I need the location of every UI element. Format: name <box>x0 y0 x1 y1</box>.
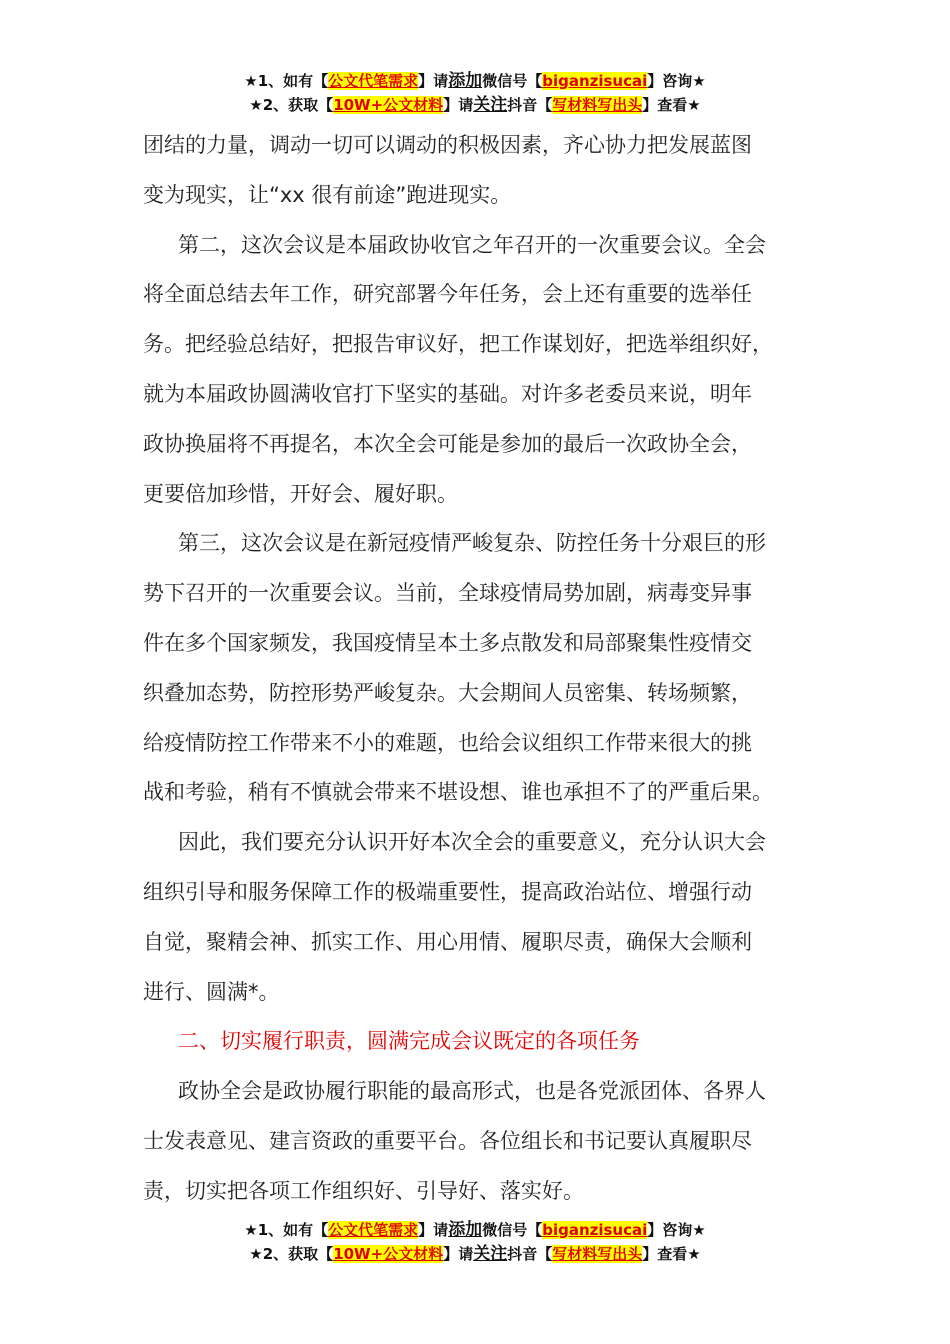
text-line: 更要倍加珍惜，开好会、履好职。 <box>143 481 458 506</box>
promo-line-1 <box>0 1218 950 1242</box>
text-line: 件在多个国家频发，我国疫情呈本土多点散发和局部聚集性疫情交 <box>143 631 752 655</box>
text-line: 因此，我们要充分认识开好本次全会的重要意义，充分认识大会 <box>178 830 766 855</box>
highlight: 10W+公文材料 <box>333 96 444 114</box>
text: 微信号【 <box>482 1221 543 1239</box>
text: 抖音【 <box>507 96 553 114</box>
text-line: 势下召开的一次重要会议。当前，全球疫情局势加剧，病毒变异事 <box>143 581 752 606</box>
text-line: 责，切实把各项工作组织好、引导好、落实好。 <box>143 1178 584 1203</box>
text: ★1、如有【 <box>244 72 329 90</box>
text-line: 进行、圆满*。 <box>143 979 280 1004</box>
text-line: 自觉，聚精会神、抓实工作、用心用情、履职尽责，确保大会顺利 <box>143 929 752 954</box>
text: 】请 <box>418 1221 449 1239</box>
text-line: 组织引导和服务保障工作的极端重要性，提高政治站位、增强行动 <box>143 880 752 904</box>
text-line: 就为本届政协圆满收官打下坚实的基础。对许多老委员来说，明年 <box>143 382 752 406</box>
underlined-text: 关注 <box>473 1244 508 1264</box>
promo-line-1 <box>0 69 950 93</box>
highlight: biganzisucai <box>542 72 648 90</box>
text: 】查看★ <box>642 1245 701 1263</box>
text-line: 政协全会是政协履行职能的最高形式，也是各党派团体、各界人 <box>178 1079 766 1104</box>
text-line: 团结的力量，调动一切可以调动的积极因素，齐心协力把发展蓝图 <box>143 133 752 157</box>
text: ★2、获取【 <box>249 96 334 114</box>
text-line: 第二，这次会议是本届政协收官之年召开的一次重要会议。全会 <box>178 232 766 257</box>
highlight: 10W+公文材料 <box>333 1245 444 1263</box>
text-line: 将全面总结去年工作，研究部署今年任务，会上还有重要的选举任 <box>143 282 752 307</box>
text: ★1、如有【 <box>244 1221 329 1239</box>
promo-line-2 <box>0 93 950 117</box>
underlined-text: 关注 <box>473 95 508 115</box>
text: ★2、获取【 <box>249 1245 334 1263</box>
underlined-text: 添加 <box>448 71 483 91</box>
promo-banner-top <box>0 69 950 117</box>
text-line: 战和考验，稍有不慎就会带来不堪设想、谁也承担不了的严重后果。 <box>143 780 773 805</box>
text-line: 务。把经验总结好，把报告审议好，把工作谋划好，把选举组织好， <box>143 332 773 357</box>
underlined-text: 添加 <box>448 1220 483 1240</box>
text: 】请 <box>418 72 449 90</box>
highlight: 公文代笔需求 <box>328 1221 419 1239</box>
text-line: 变为现实，让“xx 很有前途”跑进现实。 <box>143 182 512 207</box>
highlight: 写材料写出头 <box>552 96 643 114</box>
promo-line-2 <box>0 1242 950 1266</box>
text-line: 织叠加态势，防控形势严峻复杂。大会期间人员密集、转场频繁， <box>143 680 752 705</box>
section-heading: 二、切实履行职责，圆满完成会议既定的各项任务 <box>178 1029 640 1054</box>
text: 】查看★ <box>642 96 701 114</box>
text-line: 士发表意见、建言资政的重要平台。各位组长和书记要认真履职尽 <box>143 1129 752 1153</box>
text-line: 给疫情防控工作带来不小的难题，也给会议组织工作带来很大的挑 <box>143 730 752 755</box>
text: 微信号【 <box>482 72 543 90</box>
text-line: 第三，这次会议是在新冠疫情严峻复杂、防控任务十分艰巨的形 <box>178 531 766 556</box>
highlight: 公文代笔需求 <box>328 72 419 90</box>
text-line: 政协换届将不再提名，本次全会可能是参加的最后一次政协全会， <box>143 431 752 456</box>
promo-banner-bottom <box>0 1218 950 1266</box>
highlight: 写材料写出头 <box>552 1245 643 1263</box>
text: 】咨询★ <box>647 72 706 90</box>
text: 】请 <box>443 1245 474 1263</box>
text: 】请 <box>443 96 474 114</box>
text: 】咨询★ <box>647 1221 706 1239</box>
highlight: biganzisucai <box>542 1221 648 1239</box>
text: 抖音【 <box>507 1245 553 1263</box>
